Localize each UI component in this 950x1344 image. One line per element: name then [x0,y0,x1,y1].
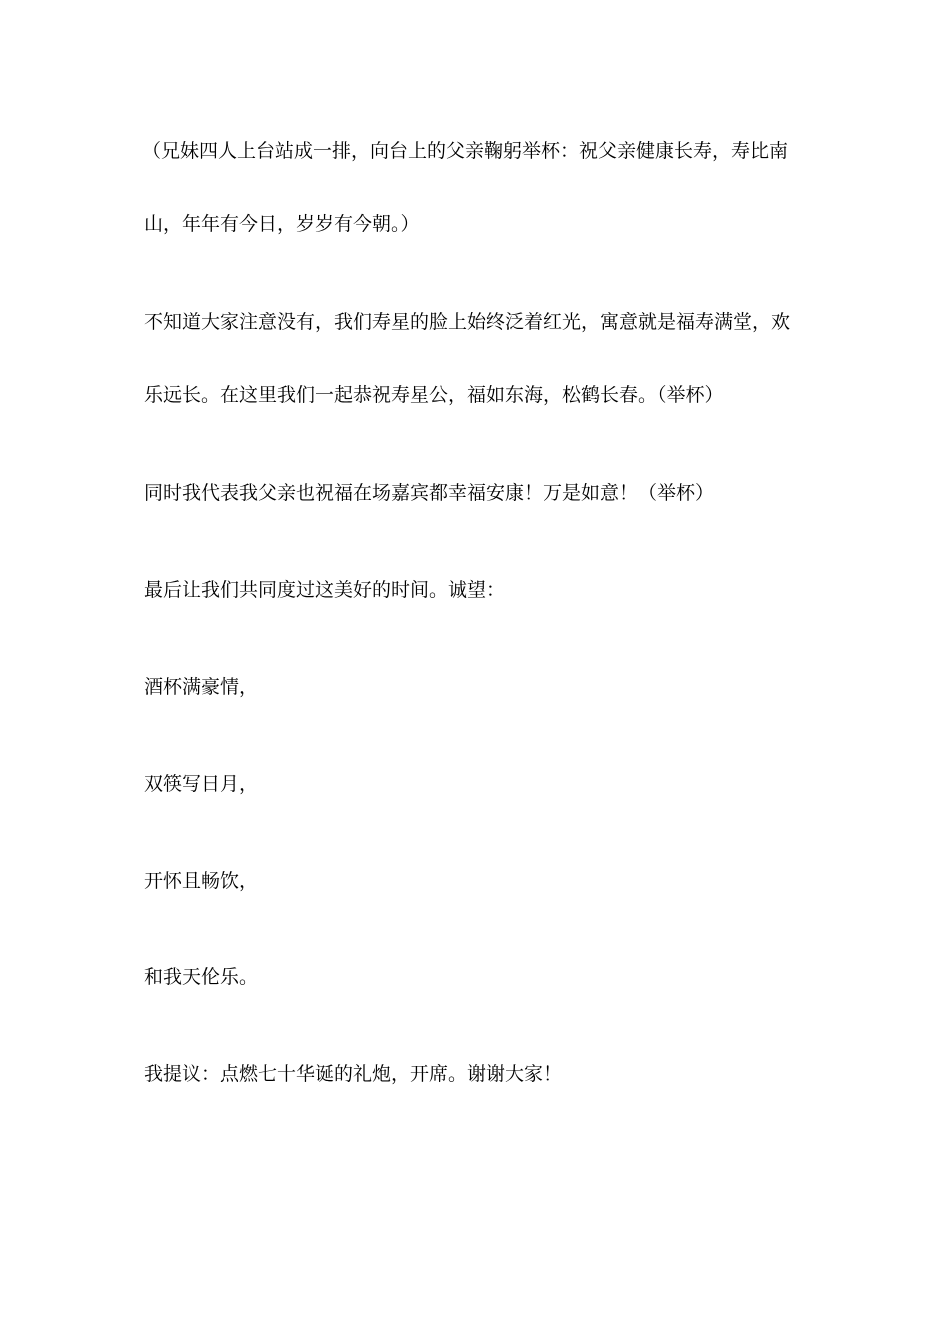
paragraph-line: 我提议：点燃七十华诞的礼炮，开席。谢谢大家！ [144,1063,563,1085]
paragraph-line: 乐远长。在这里我们一起恭祝寿星公，福如东海，松鹤长春。（举杯） [144,384,724,406]
paragraph-line: 山，年年有今日，岁岁有今朝。） [144,213,420,235]
paragraph-line: 最后让我们共同度过这美好的时间。诚望： [144,579,506,601]
poem-line: 酒杯满豪情， [144,676,259,698]
poem-line: 双筷写日月， [144,773,259,795]
paragraph-line: 同时我代表我父亲也祝福在场嘉宾都幸福安康！万是如意！（举杯） [144,482,715,504]
poem-line: 开怀且畅饮， [144,870,259,892]
paragraph-line: 不知道大家注意没有，我们寿星的脸上始终泛着红光，寓意就是福寿满堂，欢 [144,311,791,333]
paragraph-line: （兄妹四人上台站成一排，向台上的父亲鞠躬举杯：祝父亲健康长寿，寿比南 [142,140,789,162]
poem-line: 和我天伦乐。 [144,966,259,988]
